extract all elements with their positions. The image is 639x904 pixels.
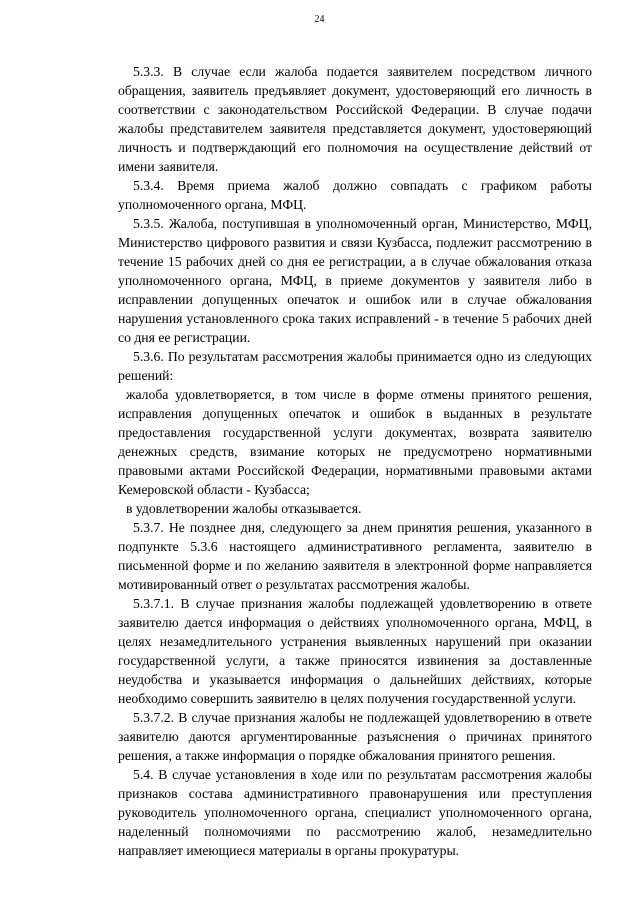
paragraph-5-4: 5.4. В случае установления в ходе или по результатам рассмотрения жалобы признаков состава административного правонарушения или преступления руководитель уполномоченного органа, специалист уполномоченного органа, наделенный полномочиями по рассмотрению жалоб, незамедлительно направляет имеющиеся материалы в органы прокуратуры. [118, 767, 592, 858]
page-number: 24 [314, 14, 325, 25]
decision-item-satisfied: жалоба удовлетворяется, в том числе в форме отмены принятого решения, исправления допущенных опечаток и ошибок в выданных в результате предоставления государственной услуги документах, возврата заявителю денежных средств, взимание которых не предусмотрено нормативными правовыми актами Российской Федерации, нормативными правовыми актами Кемеровской области - Кузбасса; [118, 387, 592, 497]
paragraph-5-3-4: 5.3.4. Время приема жалоб должно совпадать с графиком работы уполномоченного органа, МФЦ. [118, 178, 592, 212]
paragraph-5-3-3: 5.3.3. В случае если жалоба подается заявителем посредством личного обращения, заявитель предъявляет документ, удостоверяющий его личность в соответствии с законодательством Российской Федерации. В случае подачи жалобы представителем заявителя представляется документ, удостоверяющий личность и подтверждающий его полномочия на осуществление действий от имени заявителя. [118, 64, 592, 174]
paragraph-5-3-6: 5.3.6. По результатам рассмотрения жалобы принимается одно из следующих решений: [118, 349, 592, 383]
decision-item-refused: в удовлетворении жалобы отказывается. [126, 501, 362, 516]
paragraph-5-3-7: 5.3.7. Не позднее дня, следующего за днем принятия решения, указанного в подпункте 5.3.6 настоящего административного регламента, заявителю в письменной форме и по желанию заявителя в электронной форме направляется мотивированный ответ о результатах рассмотрения жалобы. [118, 520, 592, 592]
paragraph-5-3-7-2: 5.3.7.2. В случае признания жалобы не подлежащей удовлетворению в ответе заявителю даются аргументированные разъяснения о причинах принятого решения, а также информация о порядке обжалования принятого решения. [118, 710, 592, 763]
paragraph-5-3-7-1: 5.3.7.1. В случае признания жалобы подлежащей удовлетворению в ответе заявителю дается информация о действиях уполномоченного органа, МФЦ, в целях незамедлительного устранения выявленных нарушений при оказании государственной услуги, а также приносятся извинения за доставленные неудобства и указывается информация о дальнейших действиях, которые необходимо совершить заявителю в целях получения государственной услуги. [118, 596, 592, 706]
document-body [118, 62, 592, 860]
paragraph-5-3-5: 5.3.5. Жалоба, поступившая в уполномоченный орган, Министерство, МФЦ, Министерство цифрового развития и связи Кузбасса, подлежит рассмотрению в течение 15 рабочих дней со дня ее регистрации, а в случае обжалования отказа уполномоченного органа, МФЦ, в приеме документов у заявителя либо в исправлении допущенных опечаток и ошибок или в случае обжалования нарушения установленного срока таких исправлений - в течение 5 рабочих дней со дня ее регистрации. [118, 216, 592, 345]
